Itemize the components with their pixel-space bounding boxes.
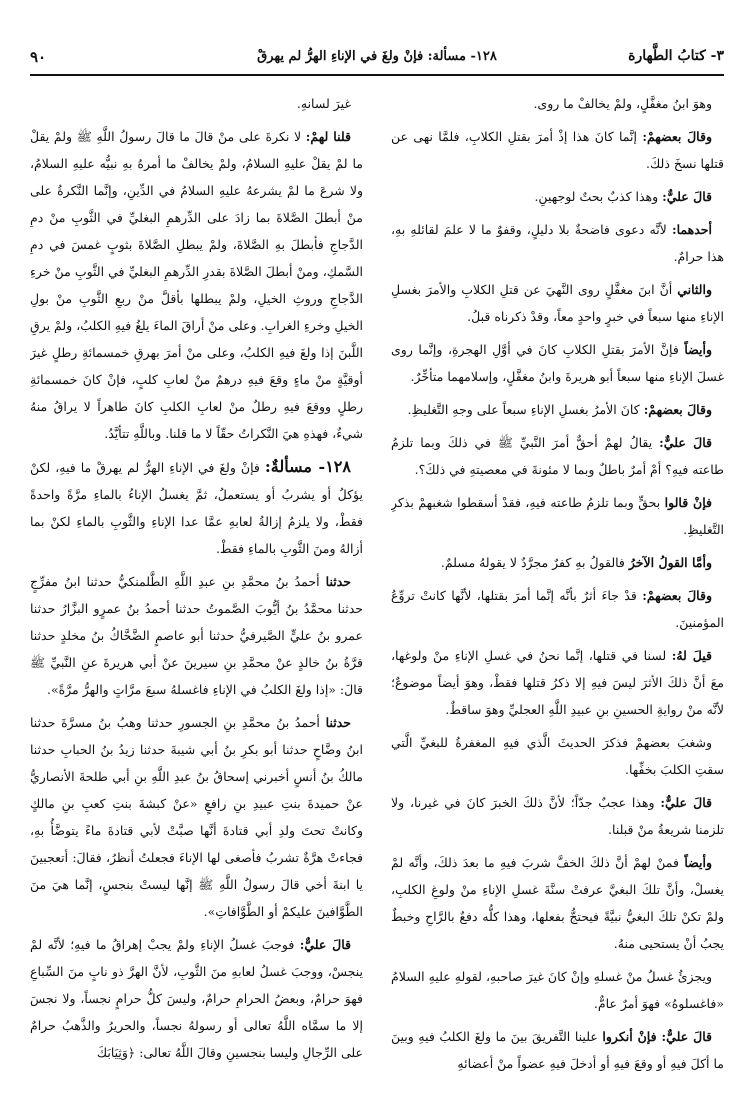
paragraph-text: فالقولُ بهِ كفرٌ مجرَّدٌ لا يقولهُ مسلمٌ.: [440, 555, 625, 570]
paragraph: [391, 642, 724, 723]
paragraph-lead: وقالَ بعضهمْ:: [643, 402, 712, 417]
paragraph-text: وشغبَ بعضهمْ فذكرَ الحديثَ الَّذي فيهِ المغفرةُ للبغيِّ الَّتي سقتِ الكلبَ بخفِّها.: [391, 735, 724, 777]
paragraph-text: بحقٍّ وبما تلزمُ طاعته فيهِ، فقدْ أسقطوا شغبهمْ بذكرِ التَّغليظِ.: [391, 495, 724, 537]
paragraph-lead: حدثنا: [325, 574, 351, 589]
paragraph-text: علينا التَّفريقَ بينَ ما ولغَ الكلبُ فيهِ وبينَ ما أكلَ فيهِ أو وقعَ فيهِ أو أدخلَ فيهِ عضواً منْ أعضائهِ: [391, 1029, 724, 1071]
paragraph-lead: والثاني: [677, 282, 712, 297]
paragraph: [391, 123, 724, 177]
page-header: [30, 44, 724, 76]
paragraph-text: فوجبَ غسلُ الإناءِ ولمْ يجبْ إهراقُ ما فيهِ؛ لأنَّه لمْ ينجسْ، ووجبَ غسلُ لعابهِ منَ الثَّوبِ، لأنَّ الهرَّ ذو نابٍ منَ السِّباعِ فهوَ حرامٌ، وبعضُ الحرامِ حرامٌ، وليسَ كلُّ حرامٍ نجساً، ولا نجسَ إلا ما سمَّاه اللَّهُ تعالى أو رسولهُ نجساً، والحريرُ والذَّهبُ حرامٌ على الرِّجالِ وليسا بنجسينِ وقالَ اللَّهُ تعالى: ﴿وَثِيَابَكَ: [30, 937, 363, 1060]
paragraph: [30, 453, 363, 562]
paragraph: [391, 276, 724, 330]
chapter-heading: ١٢٨- مسألةٌ:: [264, 457, 351, 476]
paragraph-lead: وأيضاً: [684, 342, 712, 357]
paragraph-text: وهذا عجبٌ جدّاً؛ لأنَّ ذلكَ الخبرَ كانَ في غيرنا، ولا تلزمنا شريعةُ منْ قبلنا.: [391, 795, 724, 837]
left-text-column: [30, 90, 363, 1085]
page-number: ٩٠: [30, 48, 47, 66]
paragraph-lead: أحدهما:: [671, 222, 712, 237]
paragraph-text: غيرَ لسانهِ.: [296, 96, 351, 111]
paragraph: [391, 90, 724, 117]
paragraph-text: كانَ الأمرُ بغسلِ الإناءِ سبعاً على وجهِ التَّغليظِ.: [407, 402, 640, 417]
book-page: [30, 44, 724, 1089]
paragraph-text: أحمدُ بنُ محمَّدِ بنِ عبدِ اللَّهِ الطَّلمنكيُّ حدثنا ابنُ مفرِّجٍ حدثنا محمَّدُ بنُ أيُّوبَ الصَّموتُ حدثنا أحمدُ بنُ عمرٍو البزَّارُ حدثنا عمرو بنُ عليٍّ الصَّيرفيُّ حدثنا أبو عاصمٍ الضَّحَّاكُ بنُ مخلدٍ حدثنا قرَّةُ بنُ خالدٍ عنْ محمَّدِ بنِ سيرينَ عنْ أبي هريرةَ عنِ النَّبيِّ ﷺ قالَ: «إذا ولغَ الكلبُ في الإناءِ فاغسلهُ سبعَ مرَّاتٍ والهرُّ مرَّةً».: [30, 574, 363, 697]
paragraph: [391, 489, 724, 543]
paragraph: [391, 396, 724, 423]
paragraph: [30, 931, 363, 1066]
paragraph: [391, 549, 724, 576]
paragraph-text: لا نكرةَ على منْ قالَ ما قالَ رسولُ اللَّهِ ﷺ ولمْ يقلْ ما لمْ يقلْ عليهِ السلامُ، ولمْ يخالفْ ما أمرهُ بهِ نبيُّه عليهِ السلامُ، ولا شرعَ ما لمْ يشرعهُ عليهِ السلامُ في الدِّينِ، وإنَّما النَّكرةُ على منْ أبطلَ الصَّلاةَ بما زادَ على الدِّرهمِ البغليِّ في الثَّوبِ منْ دمِ الدَّجاجِ فأبطلَ بهِ الصَّلاةَ، ولمْ يبطلِ الصَّلاةَ بثوبٍ غمسَ في دمِ السَّمكِ، ومنْ أبطلَ الصَّلاةَ بقدرِ الدِّرهمِ البغليِّ في الثَّوبِ منْ خرءِ الدَّجاجِ وروثِ الخيلِ، ولمْ يبطلها بأقلَّ منْ ربعِ الثَّوبِ منْ بولِ الخيلِ وخرءِ الغرابِ. وعلى منْ أراقَ الماءَ يلغُ فيهِ الكلبُ، ولمْ يرقِ اللَّبنَ إذا ولغَ فيهِ الكلبُ، وعلى منْ أمرَ بهرقِ خمسمائةِ رطلٍ غيرَ أوقيَّةٍ منْ ماءٍ وقعَ فيهِ درهمٌ منْ لعابِ كلبٍ، فإنْ كانَ خمسمائةِ رطلٍ ووقعَ فيهِ رطلٌ منْ لعابِ الكلبِ كانَ طاهراً لا يراقُ منهُ شيءٌ، فهذهِ هيَ النَّكراتُ حقّاً لا ما قلنا. وباللَّهِ تتأيَّدُ.: [30, 129, 363, 441]
paragraph-lead: وقالَ بعضهمْ:: [642, 129, 712, 144]
paragraph-text: فإنْ ولغَ في الإناءِ الهرُّ لم يهرقْ ما فيهِ، لكنْ يؤكلُ أو يشربُ أو يستعملُ، ثمَّ يغسلُ الإناءُ بالماءِ مرَّةً واحدةً فقطْ، ولا يلزمُ إزالةُ لعابهِ عمَّا عدا الإناءِ والثَّوبِ بالماءِ لكنْ بما أزالهُ ومنَ الثَّوبِ بالماءِ فقطْ.: [30, 460, 363, 556]
paragraph-text: فإنَّ الأمرَ بقتلِ الكلابِ كانَ في أوَّلِ الهجرةِ، وإنَّما روى غسلَ الإناءِ منها سبعاً أبو هريرةَ وابنُ مغفَّلٍ، وإسلامهما متأخِّرٌ.: [391, 342, 724, 384]
paragraph: [391, 963, 724, 1017]
paragraph: [391, 183, 724, 210]
paragraph: [30, 123, 363, 447]
paragraph-lead: قالَ عليٌّ: فإنْ أنكروا: [602, 1029, 713, 1044]
running-section-title: ١٢٨- مسألة: فإنْ ولغَ في الإناءِ الهرُّ لم يهرقْ: [257, 49, 497, 64]
paragraph-text: وهذا كذبٌ بحتٌ لوجهينِ.: [534, 189, 659, 204]
paragraph-lead: وقالَ بعضهمْ:: [642, 588, 712, 603]
paragraph: [391, 789, 724, 843]
paragraph: [391, 336, 724, 390]
paragraph-text: لسنا في قتلها، إنَّما نحنُ في غسلِ الإناءِ منْ ولوغها، معَ أنَّ ذلكَ الأثرَ ليسَ فيهِ إلا ذكرُ قتلها فقطْ، وهوَ أيضاً موضوعٌ؛ لأنَّه منْ روايةِ الحسينِ بنِ عبيدِ اللَّهِ العجليِّ وهوَ ساقطٌ.: [391, 648, 724, 717]
paragraph-text: قدْ جاءَ أثرٌ بأنَّه إنَّما أمرَ بقتلها، لأنَّها كانتْ تروِّعُ المؤمنينَ.: [391, 588, 724, 630]
paragraph-lead: فإنْ قالوا: [664, 495, 712, 510]
paragraph: [391, 729, 724, 783]
paragraph-lead: قالَ عليٌّ:: [659, 435, 712, 450]
paragraph: [391, 216, 724, 270]
paragraph: [391, 1023, 724, 1077]
book-title: ٣- كتابُ الطَّهارة: [628, 48, 724, 64]
paragraph-text: فمنْ لهمْ أنَّ ذلكَ الخفَّ شربَ فيهِ ما بعدَ ذلكَ، وأنَّه لمْ يغسلْ، وأنَّ تلكَ البغيَّ عرفتْ سنَّةَ غسلِ الإناءِ منْ ولوغِ الكلبِ، ولمْ تكنْ تلكَ البغيُّ نبيَّةً فيحتجُّ بفعلها، وهذا كلُّه دفعٌ بالرَّاحِ وخبطٌ يجبُ أنْ يستحيى منهُ.: [391, 855, 724, 951]
paragraph: [391, 849, 724, 957]
paragraph-lead: قالَ عليٌّ:: [660, 795, 712, 810]
paragraph-text: لأنَّه دعوى فاضحةٌ بلا دليلٍ، وقفوٌ ما لا علمَ لقائلهِ بهِ، هذا حرامٌ.: [391, 222, 724, 264]
paragraph-lead: قالَ عليٌّ:: [299, 937, 351, 952]
right-text-column: [391, 90, 724, 1085]
paragraph-lead: قالَ عليٌّ:: [662, 189, 712, 204]
paragraph: [30, 90, 363, 117]
paragraph-text: ويجزئُ غسلُ منْ غسلهِ وإنْ كانَ غيرَ صاحبهِ، لقولهِ عليهِ السلامُ «فاغسلوهُ» فهوَ أمرٌ عامٌّ.: [391, 969, 724, 1011]
paragraph-text: أحمدُ بنُ محمَّدِ بنِ الجسورِ حدثنا وهبُ بنُ مسرَّةَ حدثنا ابنُ وضَّاحٍ حدثنا أبو بكرِ بنُ أبي شيبةَ حدثنا زيدُ بنُ الحبابِ حدثنا مالكُ بنُ أنسٍ أخبرني إسحاقُ بنُ عبدِ اللَّهِ بنِ أبي طلحةَ الأنصاريُّ عنْ حميدةَ بنتِ عبيدِ بنِ رافعٍ «عنْ كبشةَ بنتِ كعبِ بنِ مالكٍ وكانتْ تحتَ ولدِ أبي قتادةَ أنَّها صبَّتْ لأبي قتادةَ ماءً يتوضَّأُ بهِ، فجاءتْ هرَّةٌ تشربُ فأصغى لها الإناءَ فجعلتُ أنظرُ، فقالَ: أتعجبينَ يا ابنةَ أخي قالَ رسولُ اللَّهِ ﷺ إنَّها ليستْ بنجسٍ، إنَّما هيَ منَ الطَّوَّافينَ عليكمْ أو الطَّوَّافاتِ».: [30, 715, 363, 919]
paragraph-lead: قلنا لهمْ:: [305, 129, 351, 144]
paragraph-text: أنَّ ابنَ مغفَّلٍ روى النَّهيَ عن قتلِ الكلابِ والأمرَ بغسلِ الإناءِ منها سبعاً في خبرٍ واحدٍ معاً، وقدْ ذكرناه قبلُ.: [391, 282, 724, 324]
paragraph-text: إنَّما كانَ هذا إذْ أمرَ بقتلِ الكلابِ، فلمَّا نهى عن قتلها نسخَ ذلكَ.: [391, 129, 724, 171]
paragraph: [30, 568, 363, 703]
paragraph-lead: قيلَ لهُ:: [671, 648, 712, 663]
paragraph: [391, 429, 724, 483]
paragraph: [30, 709, 363, 925]
paragraph-text: يقالُ لهمْ أحقٌّ أمرَ النَّبيِّ ﷺ في ذلكَ وبما تلزمُ طاعته فيهِ؟ أمْ أمرٌ باطلٌ وبما لا مئونةَ في معصيتهِ في ذلكَ؟.: [391, 435, 724, 477]
paragraph-lead: وأمَّا القولُ الآخرُ: [628, 555, 712, 570]
paragraph-lead: وأيضاً: [684, 855, 712, 870]
paragraph-text: وهوَ ابنُ مغفَّلٍ، ولمْ يخالفْ ما روى.: [533, 96, 712, 111]
paragraph-lead: حدثنا: [325, 715, 351, 730]
paragraph: [391, 582, 724, 636]
